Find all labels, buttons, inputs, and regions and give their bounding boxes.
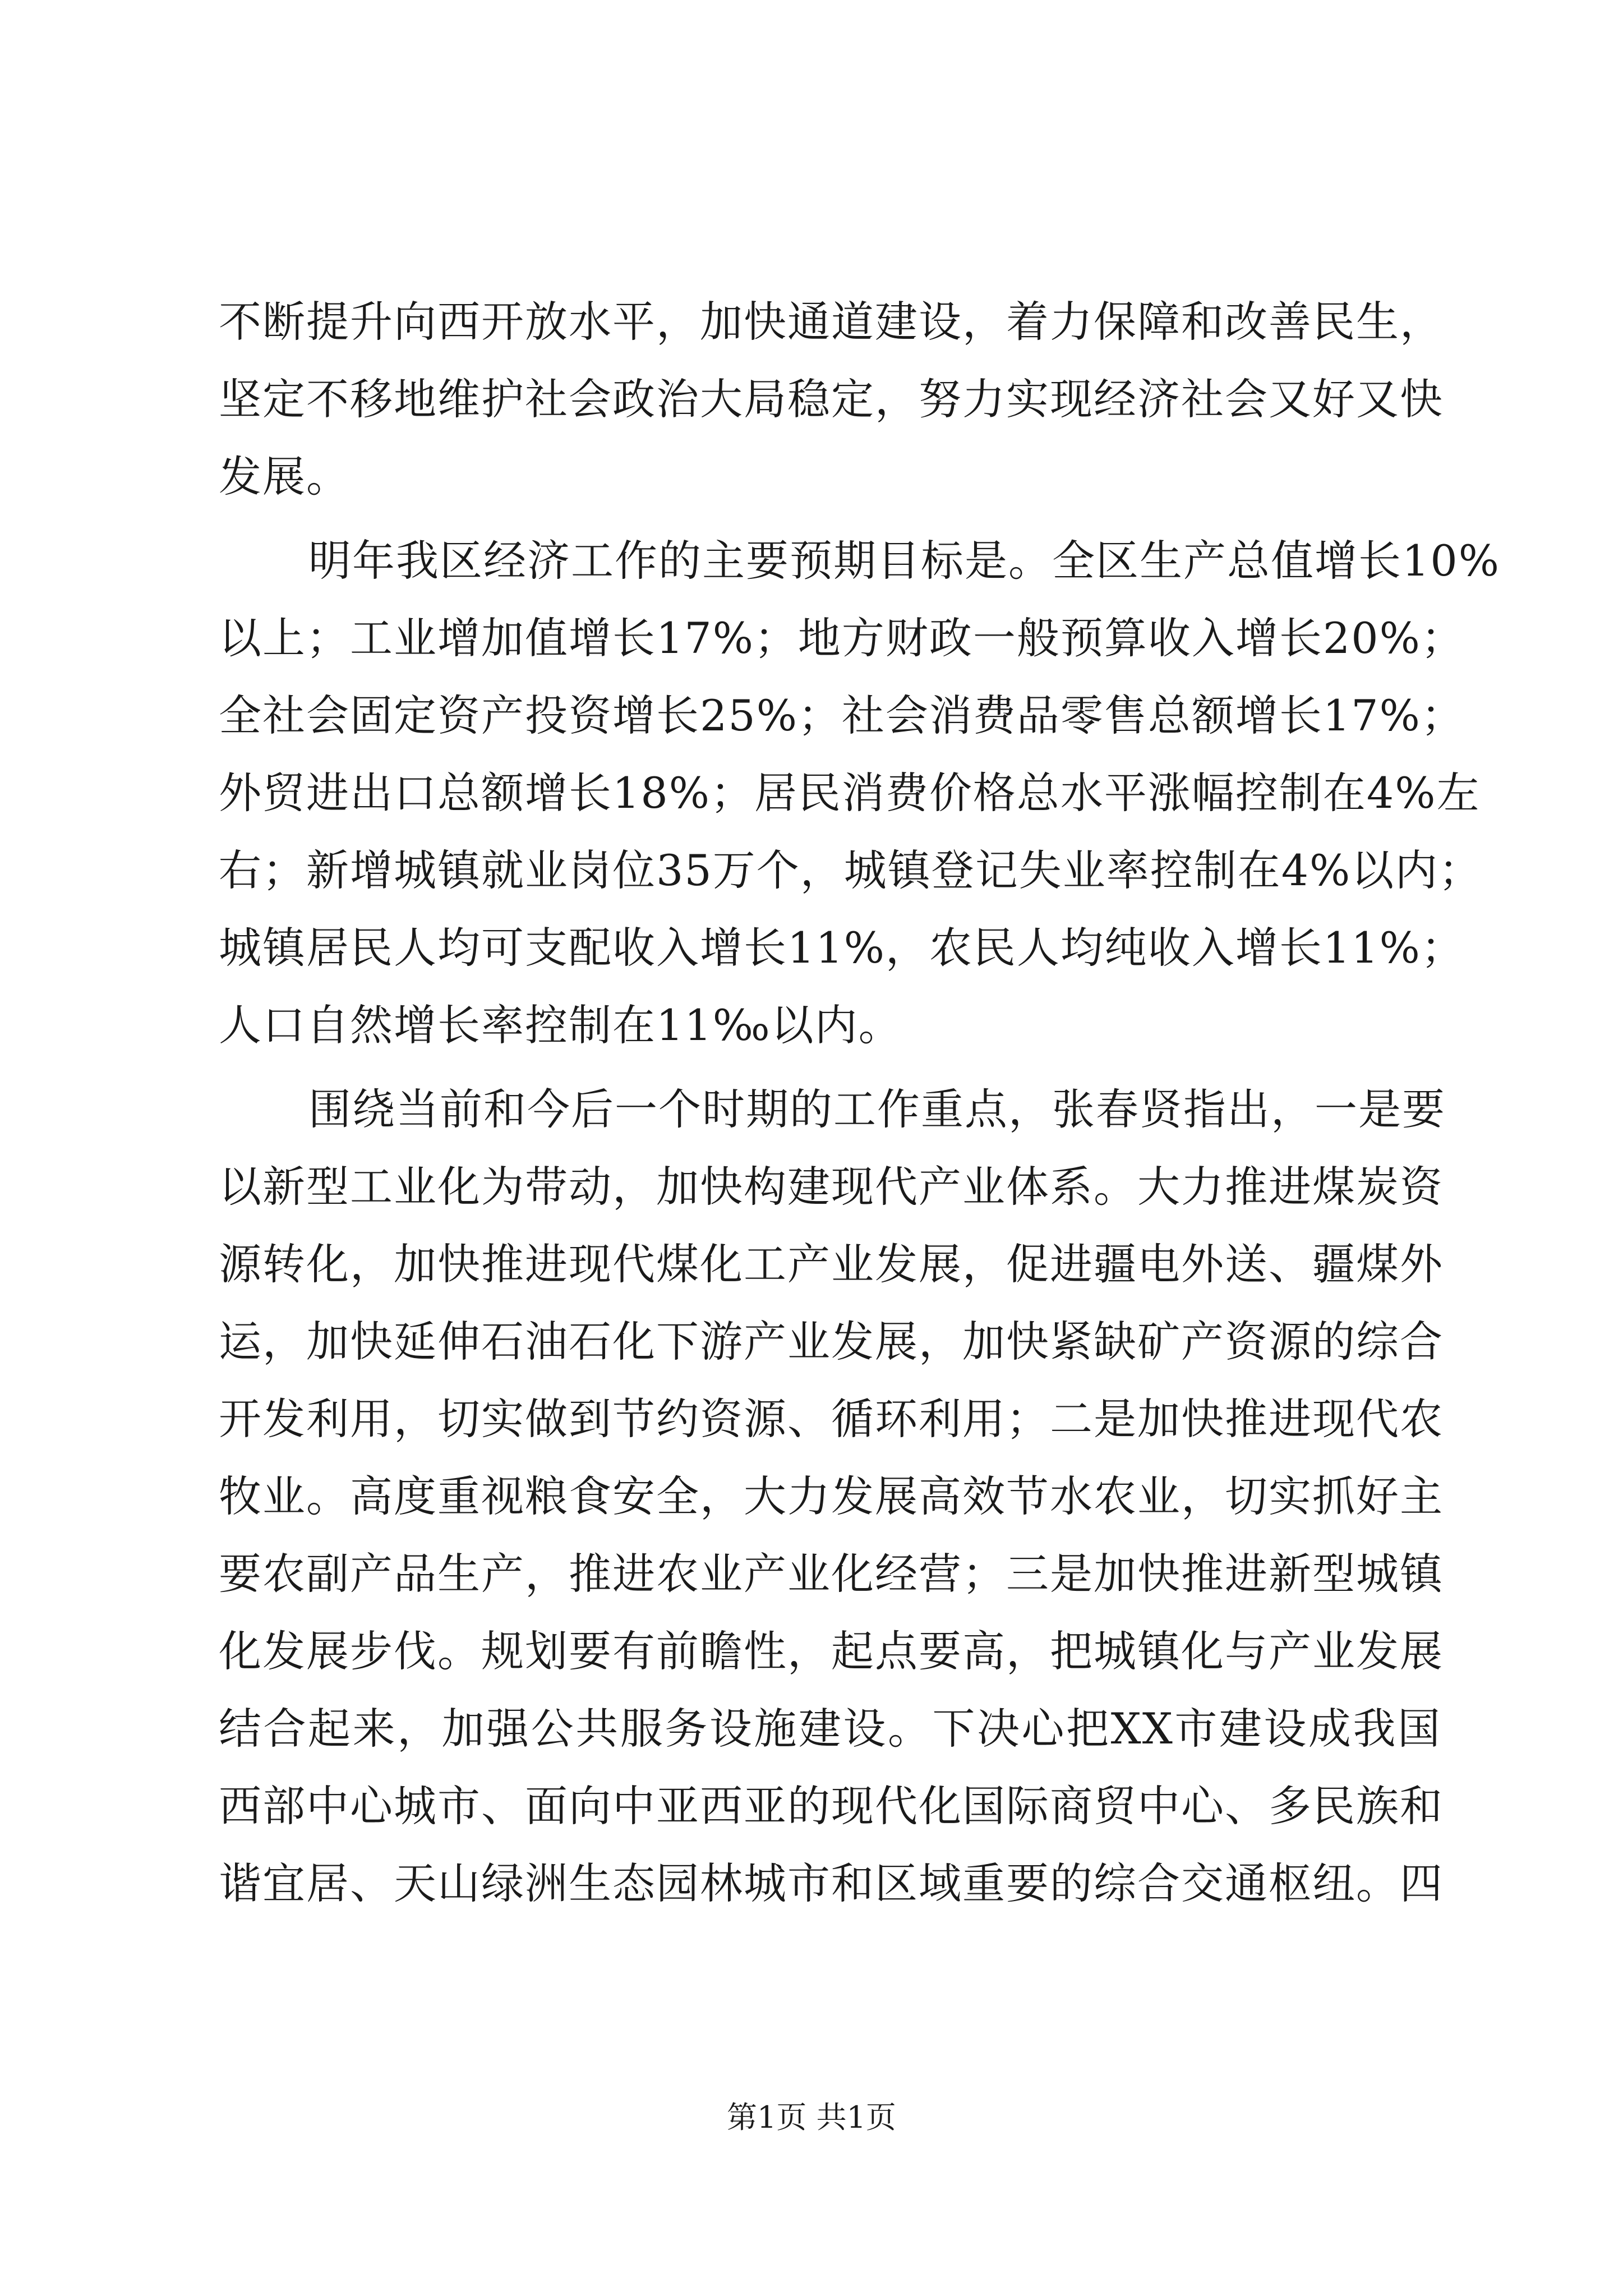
paragraph-3 bbox=[219, 1071, 1446, 1922]
text-line: 城镇居民人均可支配收入增长11%，农民人均纯收入增长11%； bbox=[219, 923, 1465, 973]
text-line: 以上；工业增加值增长17%；地方财政一般预算收入增长20%； bbox=[219, 613, 1465, 663]
text-line: 结合起来，加强公共服务设施建设。下决心把XX市建设成我国 bbox=[219, 1704, 1441, 1754]
text-line: 外贸进出口总额增长18%；居民消费价格总水平涨幅控制在4%左 bbox=[219, 768, 1481, 818]
text-line: 西部中心城市、面向中亚西亚的现代化国际商贸中心、多民族和 bbox=[219, 1781, 1444, 1831]
text-line: 全社会固定资产投资增长25%；社会消费品零售总额增长17%； bbox=[219, 691, 1465, 740]
document-body bbox=[219, 283, 1500, 1922]
page-number-label: 第1页 共1页 bbox=[727, 2100, 896, 2135]
text-line: 牧业。高度重视粮食安全，大力发展高效节水农业，切实抓好主 bbox=[219, 1471, 1444, 1521]
text-line: 源转化，加快推进现代煤化工产业发展，促进疆电外送、疆煤外 bbox=[219, 1239, 1444, 1289]
text-line: 右；新增城镇就业岗位35万个，城镇登记失业率控制在4%以内； bbox=[219, 845, 1483, 895]
text-line: 谐宜居、天山绿洲生态园林城市和区域重要的综合交通枢纽。四 bbox=[219, 1858, 1444, 1908]
text-line: 以新型工业化为带动，加快构建现代产业体系。大力推进煤炭资 bbox=[219, 1162, 1444, 1212]
text-line: 化发展步伐。规划要有前瞻性，起点要高，把城镇化与产业发展 bbox=[219, 1626, 1444, 1676]
text-line: 不断提升向西开放水平，加快通道建设，着力保障和改善民生， bbox=[219, 297, 1444, 347]
text-line: 运，加快延伸石油石化下游产业发展，加快紧缺矿产资源的综合 bbox=[219, 1317, 1444, 1366]
text-line: 人口自然增长率控制在11‰以内。 bbox=[219, 1000, 902, 1050]
text-line: 明年我区经济工作的主要预期目标是。全区生产总值增长10% bbox=[308, 536, 1500, 586]
page-footer bbox=[0, 2098, 1623, 2137]
text-line: 发展。 bbox=[219, 452, 350, 501]
text-line: 坚定不移地维护社会政治大局稳定，努力实现经济社会又好又快 bbox=[219, 374, 1444, 424]
text-line: 围绕当前和今后一个时期的工作重点，张春贤指出，一是要 bbox=[308, 1084, 1446, 1134]
paragraph-1 bbox=[219, 283, 1444, 516]
text-line: 要农副产品生产，推进农业产业化经营；三是加快推进新型城镇 bbox=[219, 1549, 1444, 1599]
paragraph-2 bbox=[219, 522, 1500, 1064]
text-line: 开发利用，切实做到节约资源、循环利用；二是加快推进现代农 bbox=[219, 1394, 1444, 1444]
